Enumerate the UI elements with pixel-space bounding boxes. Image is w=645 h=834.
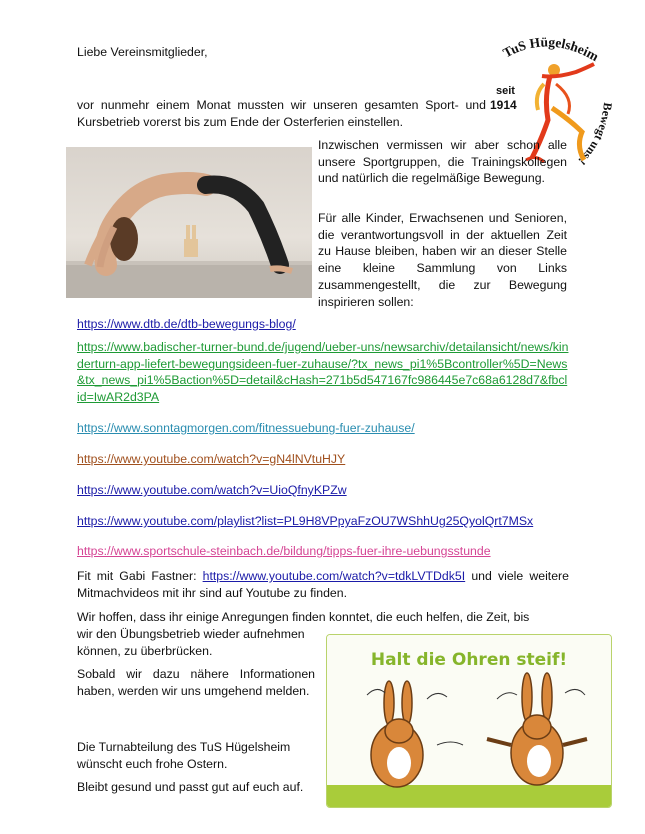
greeting: Liebe Vereinsmitglieder, [77, 45, 208, 59]
link-btb-kinderturn-app[interactable]: https://www.badischer-turner-bund.de/jugend/ueber-uns/newsarchiv/detailansicht/news/kinderturn-app-liefert-bewegungsideen-fuer-zuhause/?tx_news_pi1%5Bcontroller%5D=News&tx_news_pi1%5Baction%5D=detail&cHash=271b5d547167fc986445e7c68a6128d7&fbclid=IwAR2d3PA [77, 340, 569, 405]
link-sonntagmorgen[interactable]: https://www.sonntagmorgen.com/fitnessuebung-fuer-zuhause/ [77, 421, 415, 435]
info-paragraph: Sobald wir dazu nähere Informationen haben, werden wir uns umgehend melden. [77, 667, 315, 698]
intro-paragraph: vor nunmehr einem Monat mussten wir unseren gesamten Sport- und Kursbetrieb vorerst bis zum Ende der Osterferien einstellen. [77, 98, 486, 129]
logo-seit: seit [496, 85, 515, 97]
link-sportschule-steinbach[interactable]: https://www.sportschule-steinbach.de/bildung/tipps-fuer-ihre-uebungsstunde [77, 544, 491, 558]
logo-club-name: TuS Hügelsheim [500, 34, 602, 65]
health-paragraph: Bleibt gesund und passt gut auf euch auf. [77, 780, 304, 794]
link-gabi-youtube[interactable]: https://www.youtube.com/watch?v=tdkLVTDdk5I [202, 569, 466, 583]
link-youtube-playlist[interactable]: https://www.youtube.com/playlist?list=PL9H8VPpyaFzOU7WShhUg25QyolQrt7MSx [77, 514, 534, 528]
hope-paragraph-line1: Wir hoffen, dass ihr einige Anregungen finden konntet, die euch helfen, die Zeit, bis [77, 610, 530, 624]
backbend-photo [66, 147, 312, 298]
hope-paragraph-rest: wir den Übungsbetrieb wieder aufnehmen können, zu überbrücken. [77, 627, 305, 658]
link-youtube-uioq[interactable]: https://www.youtube.com/watch?v=UioQfnyKPZw [77, 483, 347, 497]
gabi-suffix: und viele weitere Mitmachvideos mit ihr sind auf Youtube zu finden. [77, 569, 569, 600]
logo-year: 1914 [490, 98, 517, 112]
svg-text:TuS Hügelsheim [500, 34, 601, 64]
gabi-paragraph [77, 568, 569, 601]
links-intro-paragraph: Für alle Kinder, Erwachsenen und Senioren, die verantwortungsvoll in der aktuellen Zeit zu Hause bleiben, haben wir an dieser Stelle eine kleine Sammlung von Links zusammengestellt, die zur Bewegung inspirieren sollen: [318, 211, 567, 309]
link-youtube-gn4l[interactable]: https://www.youtube.com/watch?v=gN4lNVtuHJY [77, 452, 346, 466]
bunny-cartoon [326, 634, 612, 808]
link-dtb-blog[interactable]: https://www.dtb.de/dtb-bewegungs-blog/ [77, 317, 296, 331]
cartoon-title: Halt die Ohren steif! [370, 650, 568, 670]
logo-slogan: Bewegt uns ! [575, 101, 615, 169]
gabi-prefix: Fit mit Gabi Fastner: [77, 569, 197, 583]
miss-paragraph: Inzwischen vermissen wir aber schon alle unsere Sportgruppen, die Trainingskollegen und natürlich die regelmäßige Bewegung. [318, 138, 567, 186]
easter-paragraph: Die Turnabteilung des TuS Hügelsheim wünscht euch frohe Ostern. [77, 740, 291, 771]
